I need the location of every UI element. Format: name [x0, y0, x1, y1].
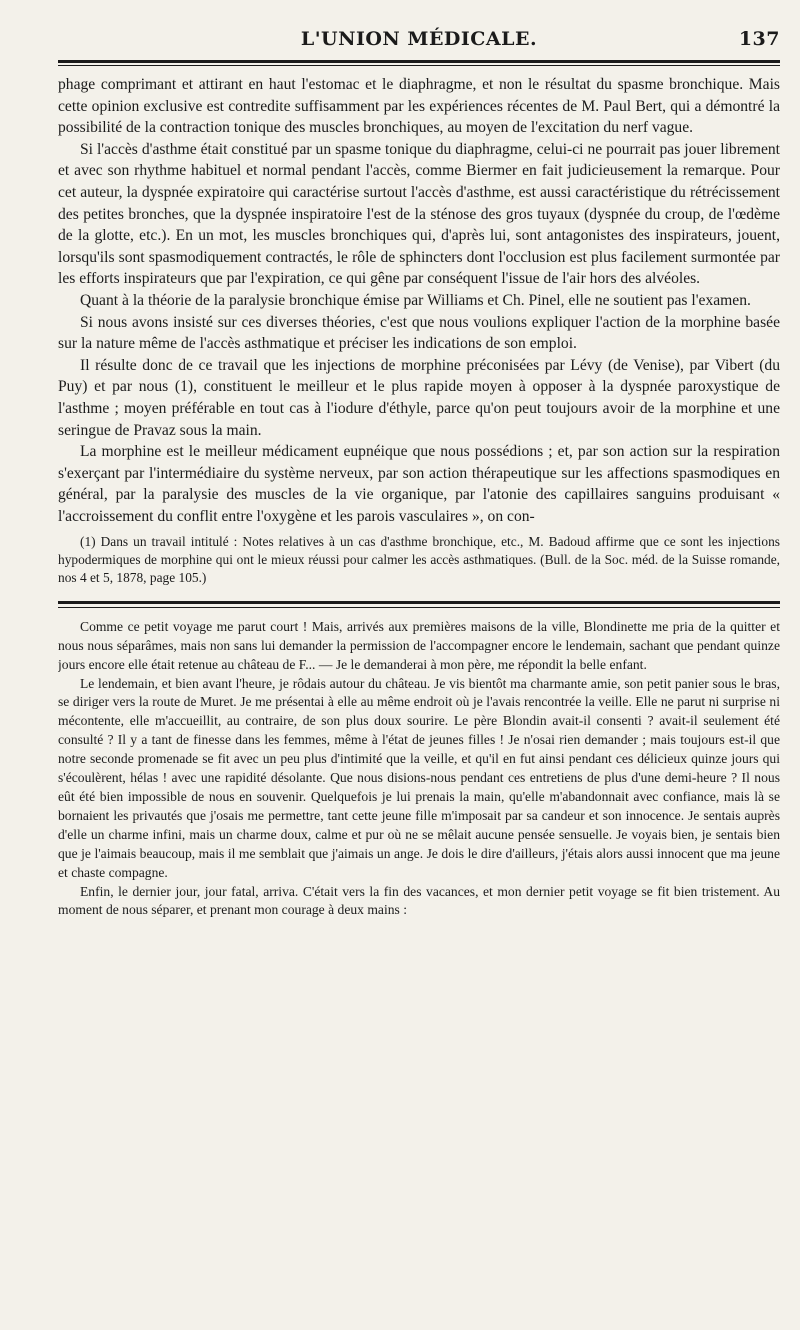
header-rule [58, 60, 780, 63]
page [58, 20, 780, 1320]
feuilleton-body [58, 618, 780, 921]
article-body [58, 74, 780, 527]
feuilleton-paragraph: Enfin, le dernier jour, jour fatal, arriva. C'était vers la fin des vacances, et mon dernier petit voyage se fit bien tristement. Au moment de nous séparer, et prenant mon courage à deux mains : [58, 883, 780, 918]
feuilleton-separator [58, 601, 780, 604]
article-paragraph: phage comprimant et attirant en haut l'estomac et le diaphragme, et non le résultat du spasme bronchique. Mais cette opinion exclusive est contredite suffisamment par les expériences récentes de M. Paul Bert, qui a démontré la possibilité de la contraction tonique des muscles bronchiques, au moyen de l'excitation du nerf vague. [58, 76, 780, 137]
feuilleton-paragraph: Le lendemain, et bien avant l'heure, je rôdais autour du château. Je vis bientôt ma charmante amie, son petit panier sous le bras, se diriger vers la route de Muret. Je me présentai à elle au même endroit où je l'avais rencontrée la veille. Elle ne parut ni surprise ni mécontente, elle m'accueillit, au contraire, de son plus doux sourire. Le père Blondin avait-il consenti ? avait-il seulement été consulté ? Il y a tant de finesse dans les femmes, même à l'état de jeunes filles ! Je n'osai rien demander ; mais toujours est-il que notre seconde promenade se fit avec un peu plus d'intimité que la veille, et qu'il en fut ainsi pendant ces délicieux quinze jours qui s'écoulèrent, hélas ! avec une rapidité désolante. Que nous disions-nous pendant ces entretiens de plus d'une demi-heure ? Il nous eût été bien impossible de nous en souvenir. Quelquefois je lui prenais la main, qu'elle m'abandonnait avec confiance, mais là se bornaient les privautés que j'osais me permettre, tant cette jeune fille m'imposait par sa candeur et son innocence. Je sentais auprès d'elle un charme infini, mais un charme doux, calme et pur où ne se mêlait aucune pensée sensuelle. Je voyais bien, je sentais bien que je l'aimais beaucoup, mais il me semblait que j'aimais un ange. Je dois le dire d'ailleurs, j'étais alors aussi innocent que ma jeune et chaste compagne. [58, 675, 780, 880]
header-rule-thin [58, 65, 780, 66]
feuilleton-paragraph: Comme ce petit voyage me parut court ! Mais, arrivés aux premières maisons de la ville, Blondinette me pria de la quitter et nous nous séparâmes, mais non sans lui demander la permission de l'accompagner encore le lendemain, sachant que pendant quinze jours encore elle était retenue au château de F... — Je le demanderai à mon père, me répondit la belle enfant. [58, 618, 780, 672]
article-paragraph: La morphine est le meilleur médicament eupnéique que nous possédions ; et, par son action sur la respiration s'exerçant par l'intermédiaire du système nerveux, par son action thérapeutique sur les affections spasmodiques en général, par la paralysie des muscles de la vie organique, par l'atonie des capillaires sanguins produisant « l'accroissement du conflit entre l'oxygène et les parois vasculaires », on con- [58, 443, 780, 525]
article-paragraph: Si l'accès d'asthme était constitué par un spasme tonique du diaphragme, celui-ci ne pourrait pas jouer librement et avec son rhythme habituel et normal pendant l'accès, comme Biermer en fait judicieusement la remarque. Pour cet auteur, la dyspnée expiratoire qui caractérise surtout l'accès d'asthme, est aussi caractéristique du rétrécissement des petites bronches, que la dyspnée inspiratoire l'est de la sténose des gros tuyaux (dyspnée du croup, de l'œdème de la glotte, etc.). En un mot, les muscles bronchiques qui, d'après lui, sont antagonistes des inspirateurs, jouent, lorsqu'ils sont spasmodiquement contractés, le rôle de sphincters dont l'occlusion est plus facilement surmontée par les efforts inspirateurs que par l'expiration, ce qui gêne par conséquent l'issue de l'air hors des alvéoles. [58, 140, 780, 288]
article-paragraph: Si nous avons insisté sur ces diverses théories, c'est que nous voulions expliquer l'action de la morphine basée sur la nature même de l'accès asthmatique et préciser les indications de son emploi. [58, 313, 780, 353]
feuilleton-separator-thin [58, 607, 780, 608]
article-paragraph: Quant à la théorie de la paralysie bronchique émise par Williams et Ch. Pinel, elle ne soutient pas l'examen. [80, 291, 751, 309]
page-number: 137 [738, 28, 780, 50]
footnote: (1) Dans un travail intitulé : Notes relatives à un cas d'asthme bronchique, etc., M. Badoud affirme que ce sont les injections hypodermiques de morphine qui ont le mieux réussi pour calmer les accès asthmatiques. (Bull. de la Soc. méd. de la Suisse romande, nos 4 et 5, 1878, page 105.) [58, 534, 780, 586]
running-title: L'UNION MÉDICALE. [300, 28, 538, 50]
page-header [58, 20, 780, 60]
article-paragraph: Il résulte donc de ce travail que les injections de morphine préconisées par Lévy (de Venise), par Vibert (du Puy) et par nous (1), constituent le meilleur et le plus rapide moyen à opposer à la dyspnée paroxystique de l'asthme ; moyen préférable en tout cas à l'iodure d'éthyle, parce qu'on peut toujours avoir de la morphine et une seringue de Pravaz sous la main. [58, 356, 780, 439]
